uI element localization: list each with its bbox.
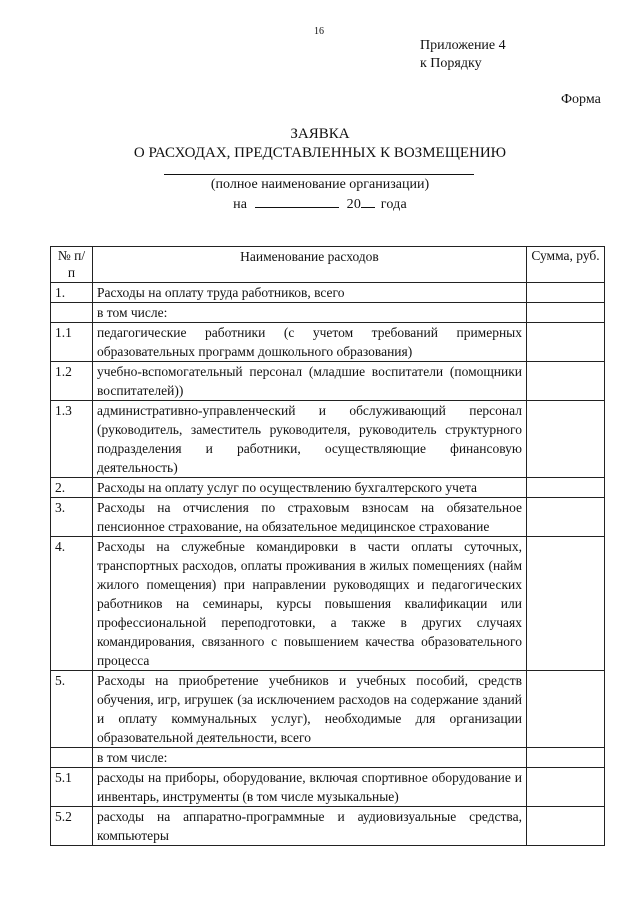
row-sum-cell[interactable] (527, 323, 605, 362)
row-sum-cell[interactable] (527, 671, 605, 748)
row-name: Расходы на приобретение учебников и учебных пособий, средств обучения, игр, игрушек (за исключением расходов на содержание зданий и оплату коммунальных услуг), необходимые для организации образовательной деятельности, всего (93, 671, 527, 748)
table-row (51, 283, 605, 303)
form-label: Форма (561, 92, 601, 107)
organization-caption: (полное наименование организации) (210, 177, 430, 192)
row-number: 2. (51, 478, 93, 498)
row-number: 5.2 (51, 807, 93, 846)
table-row (51, 401, 605, 478)
document-title: ЗАЯВКА (290, 126, 350, 142)
header-sum: Сумма, руб. (527, 247, 605, 283)
year-prefix: 20 (346, 197, 362, 212)
row-sum-cell[interactable] (527, 807, 605, 846)
appendix-reference (420, 37, 506, 73)
appendix-line-2: к Порядку (420, 56, 482, 71)
table-row (51, 362, 605, 401)
table-row (51, 671, 605, 748)
row-number: 1. (51, 283, 93, 303)
row-number (51, 748, 93, 768)
row-name: расходы на аппаратно-программные и аудиовизуальные средства, компьютеры (93, 807, 527, 846)
row-sum-cell[interactable] (527, 768, 605, 807)
row-sum-cell[interactable] (527, 748, 605, 768)
row-sum-cell[interactable] (527, 401, 605, 478)
row-number (51, 303, 93, 323)
row-sum-cell[interactable] (527, 498, 605, 537)
row-number: 5.1 (51, 768, 93, 807)
appendix-line-1: Приложение 4 (420, 38, 506, 53)
row-sum-cell[interactable] (527, 303, 605, 323)
row-number: 1.1 (51, 323, 93, 362)
row-name: педагогические работники (с учетом требований примерных образовательных программ дошкольного образования) (93, 323, 527, 362)
table-row (51, 303, 605, 323)
table-row (51, 498, 605, 537)
row-name: Расходы на оплату услуг по осуществлению бухгалтерского учета (93, 478, 527, 498)
row-number: 1.3 (51, 401, 93, 478)
table-row (51, 478, 605, 498)
row-name: в том числе: (93, 748, 527, 768)
table-row (51, 323, 605, 362)
document-subtitle: О РАСХОДАХ, ПРЕДСТАВЛЕННЫХ К ВОЗМЕЩЕНИЮ (133, 145, 507, 161)
header-name: Наименование расходов (93, 247, 527, 283)
row-name: учебно-вспомогательный персонал (младшие воспитатели (помощники воспитателей)) (93, 362, 527, 401)
row-name: административно-управленческий и обслуживающий персонал (руководитель, заместитель руководителя, руководитель структурного подразделения и работники, осуществляющие финансовую деятельность) (93, 401, 527, 478)
row-sum-cell[interactable] (527, 537, 605, 671)
organization-name-blank-line (164, 174, 474, 175)
date-prefix: на (233, 197, 248, 212)
table-row (51, 537, 605, 671)
date-blank (255, 195, 339, 208)
table-row (51, 748, 605, 768)
page-number: 16 (314, 26, 324, 37)
date-suffix: года (380, 197, 407, 212)
row-name: в том числе: (93, 303, 527, 323)
row-name: расходы на приборы, оборудование, включая спортивное оборудование и инвентарь, инструменты (в том числе музыкальные) (93, 768, 527, 807)
row-number: 3. (51, 498, 93, 537)
row-name: Расходы на служебные командировки в части оплаты суточных, транспортных расходов, оплаты проживания в жилых помещениях (найм жилого помещения) при направлении руководящих и педагогических работников на семинары, курсы повышения квалификации или профессиональной переподготовки, а также в других случаях командирования, связанного с повышением качества образовательного процесса (93, 537, 527, 671)
expenses-table (50, 246, 605, 846)
row-sum-cell[interactable] (527, 478, 605, 498)
row-number: 5. (51, 671, 93, 748)
table-row (51, 807, 605, 846)
table-header-row (51, 247, 605, 283)
row-number: 4. (51, 537, 93, 671)
row-sum-cell[interactable] (527, 362, 605, 401)
row-sum-cell[interactable] (527, 283, 605, 303)
date-line (0, 195, 640, 213)
table-row (51, 768, 605, 807)
row-name: Расходы на отчисления по страховым взносам на обязательное пенсионное страхование, на обязательное медицинское страхование (93, 498, 527, 537)
year-blank (361, 195, 375, 208)
header-number: № п/п (51, 247, 93, 283)
row-name: Расходы на оплату труда работников, всего (93, 283, 527, 303)
row-number: 1.2 (51, 362, 93, 401)
